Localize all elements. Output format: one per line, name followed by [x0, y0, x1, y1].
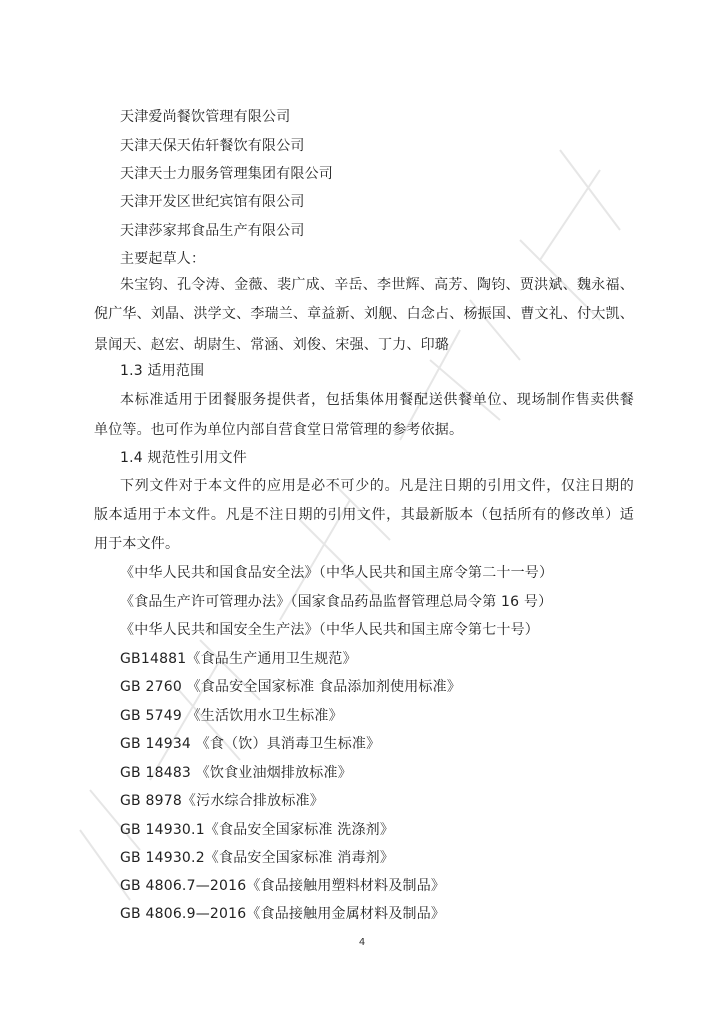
company-4: 天津开发区世纪宾馆有限公司 [120, 194, 305, 210]
refs-para-line-1: 下列文件对于本文件的应用是必不可少的。凡是注日期的引用文件，仅注日期的 [120, 478, 634, 494]
reference-item: GB 14934 《食（饮）具消毒卫生标准》 [120, 736, 381, 752]
company-2: 天津天保天佑轩餐饮有限公司 [120, 138, 305, 154]
reference-item: GB 2760 《食品安全国家标准 食品添加剂使用标准》 [120, 679, 462, 695]
scope-para-line-1: 本标准适用于团餐服务提供者，包括集体用餐配送供餐单位、现场制作售卖供餐 [120, 392, 634, 408]
drafters-line-2: 倪广华、刘晶、洪学文、李瑞兰、章益新、刘舰、白念占、杨振国、曹文礼、付大凯、 [94, 306, 634, 322]
company-1: 天津爱尚餐饮管理有限公司 [120, 109, 291, 125]
reference-item: GB14881《食品生产通用卫生规范》 [120, 651, 357, 667]
refs-para-line-3: 用于本文件。 [94, 536, 180, 552]
drafters-heading: 主要起草人： [120, 251, 206, 267]
section-heading-scope: 1.3 适用范围 [120, 363, 205, 379]
reference-item: GB 14930.1《食品安全国家标准 洗涤剂》 [120, 822, 395, 838]
reference-item: 《中华人民共和国安全生产法》（中华人民共和国主席令第七十号） [120, 622, 539, 638]
reference-item: 《食品生产许可管理办法》（国家食品药品监督管理总局令第 16 号） [120, 594, 553, 610]
company-5: 天津莎家邦食品生产有限公司 [120, 223, 305, 239]
drafters-line-1: 朱宝钧、孔令涛、金薇、裴广成、辛岳、李世辉、高芳、陶钧、贾洪斌、魏永福、 [120, 277, 634, 293]
scope-para-line-2: 单位等。也可作为单位内部自营食堂日常管理的参考依据。 [94, 422, 464, 438]
reference-item: 《中华人民共和国食品安全法》（中华人民共和国主席令第二十一号） [120, 565, 554, 581]
refs-para-line-2: 版本适用于本文件。凡是不注日期的引用文件，其最新版本（包括所有的修改单）适 [94, 507, 634, 523]
drafters-line-3: 景闻天、赵宏、胡尉生、常涵、刘俊、宋强、丁力、印璐 [94, 337, 449, 353]
reference-item: GB 18483 《饮食业油烟排放标准》 [120, 765, 352, 781]
reference-item: GB 4806.7—2016《食品接触用塑料材料及制品》 [120, 878, 446, 894]
reference-item: GB 8978《污水综合排放标准》 [120, 793, 324, 809]
company-3: 天津天士力服务管理集团有限公司 [120, 166, 333, 182]
reference-item: GB 4806.9—2016《食品接触用金属材料及制品》 [120, 906, 446, 922]
page-number: 4 [358, 937, 366, 948]
section-heading-references: 1.4 规范性引用文件 [120, 450, 247, 466]
reference-item: GB 5749 《生活饮用水卫生标准》 [120, 708, 343, 724]
reference-item: GB 14930.2《食品安全国家标准 消毒剂》 [120, 850, 395, 866]
